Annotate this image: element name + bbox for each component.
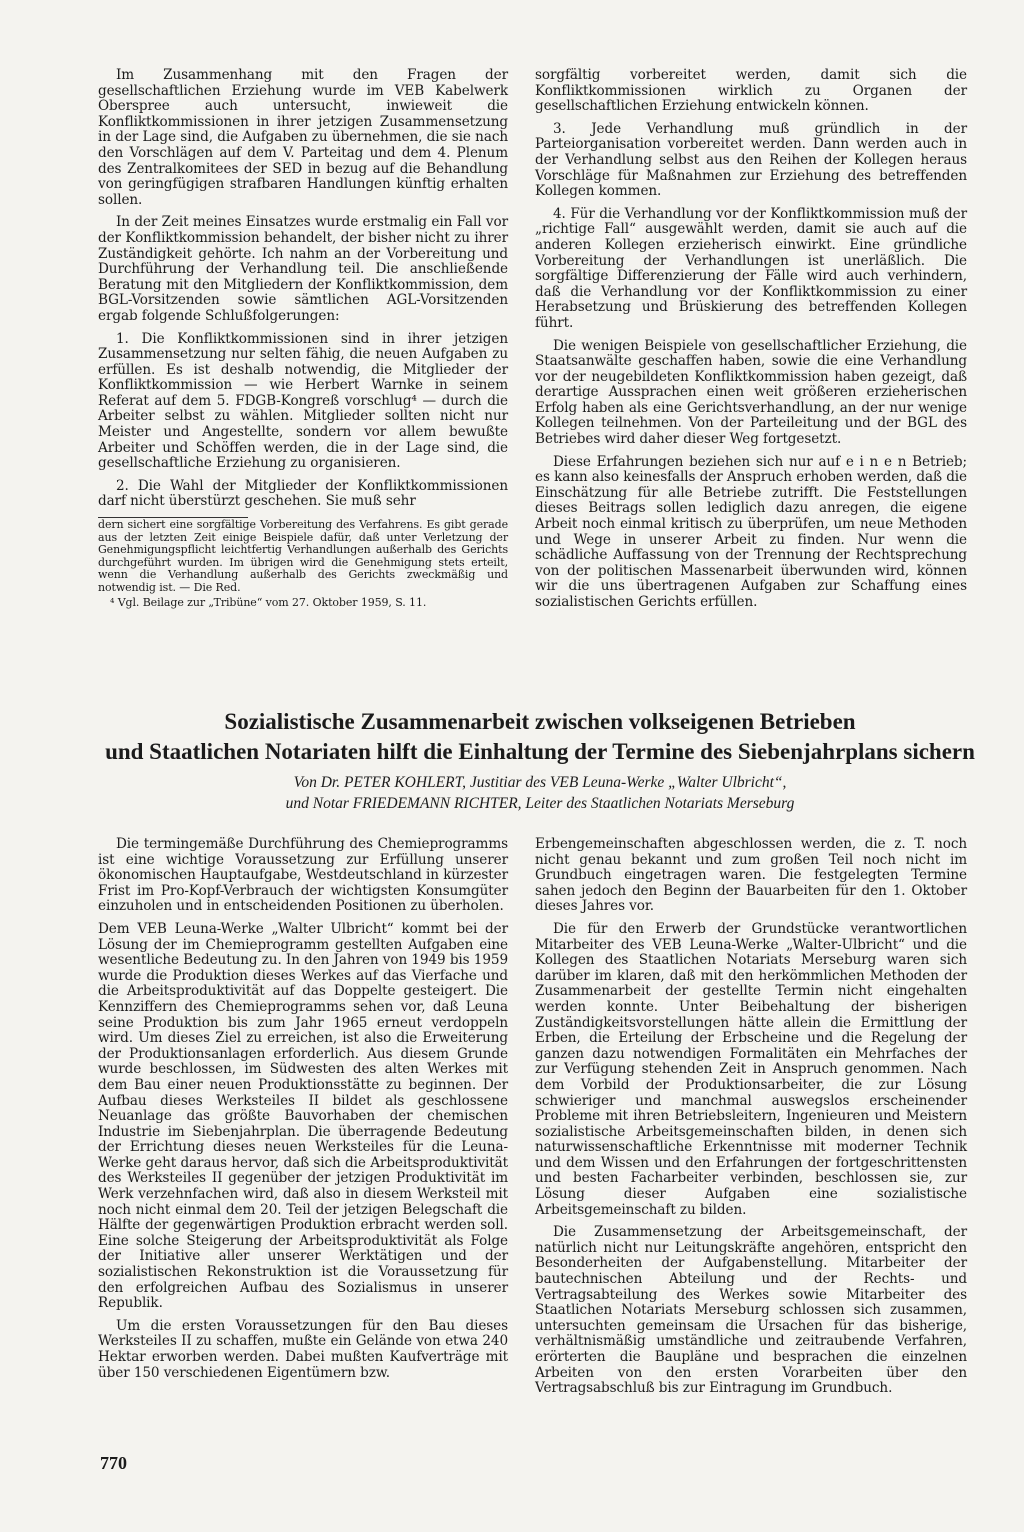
paragraph: Im Zusammenhang mit den Fragen der gesellschaftlichen Erziehung wurde im VEB Kabelwerk Oberspree auch untersucht, inwieweit die Konfliktkommissionen in ihrer jetzigen Zusammensetzung in der Lage sind, die Aufgaben zu übernehmen, die sie nach den Vorschlägen auf dem V. Parteitag und dem 4. Plenum des Zentralkomitees der SED in bezug auf die Behandlung von geringfügigen strafbaren Handlungen künftig erhalten sollen. [98,67,508,208]
byline-line-2: und Notar FRIEDEMANN RICHTER, Leiter des Staatlichen Notariats Merseburg [285,795,795,812]
paragraph: Erbengemeinschaften abgeschlossen werden, die z. T. noch nicht genau bekannt und zum großen Teil noch nicht im Grundbuch eingetragen waren. Die festgelegten Termine sahen jedoch den Beginn der Bauarbeiten für den 1. Oktober dieses Jahres vor. [535,836,967,915]
article-byline [90,772,990,814]
paragraph: Die wenigen Beispiele von gesellschaftlicher Erziehung, die Staatsanwälte geschaffen haben, sowie die eine Verhandlung vor der neugebildeten Konfliktkommission haben gezeigt, daß derartige Aussprachen einen weit größeren erzieherischen Erfolg haben als eine Gerichtsverhandlung, an der nur wenige Kollegen teilnehmen. Von der Parteileitung und der BGL des Betriebes wird daher dieser Weg fortgesetzt. [535,337,967,448]
footnote-4: ⁴ Vgl. Beilage zur „Tribüne“ vom 27. Oktober 1959, S. 11. [110,595,427,609]
headline-line-1: Sozialistische Zusammenarbeit zwischen volkseigenen Betrieben [224,709,856,734]
top-right-column [535,68,967,618]
paragraph: Die für den Erwerb der Grundstücke verantwortlichen Mitarbeiter des VEB Leuna-Werke „Walter-Ulbricht“ und die Kollegen des Staatlichen Notariats Merseburg waren sich darüber im klaren, daß mit den herkömmlichen Methoden der Zusammenarbeit der gestellte Termin nicht eingehalten werden konnte. Unter Beibehaltung der bisherigen Zuständigkeitsvorstellungen hätte allein die Ermittlung der Erben, die Erteilung der Erbscheine und die Regelung der ganzen dazu notwendigen Formalitäten ein Mehrfaches der zur Verfügung stehenden Zeit in Anspruch genommen. Nach dem Vorbild der Produktionsarbeiter, die zur Lösung schwieriger und manchmal auswegslos erscheinender Probleme mit ihren Betriebsleitern, Ingenieuren und Meistern sozialistische Arbeitsgemeinschaften bilden, in denen sich naturwissenschaftliche Erkenntnisse mit moderner Technik und dem Wissen und den Erfahrungen der fortgeschrittensten und besten Facharbeiter verbinden, beschlossen sie, zur Lösung dieser Aufgaben eine sozialistische Arbeitsgemeinschaft zu bilden. [535,920,967,1218]
paragraph: Diese Erfahrungen beziehen sich nur auf e i n e n Betrieb; es kann also keinesfalls der Anspruch erhoben werden, daß die Einschätzung für alle Betriebe zutrifft. Die Feststellungen dieses Beitrags sollen lediglich dazu anregen, die eigene Arbeit noch einmal kritisch zu überprüfen, um neue Methoden und Wege in unserer Arbeit zu finden. Nur wenn die schädliche Auffassung von der Trennung der Rechtsprechung von der politischen Massenarbeit überwunden wird, können wir die uns übertragenen Aufgaben zur Schaffung eines sozialistischen Gerichts erfüllen. [535,453,967,610]
bottom-right-column [535,837,967,1404]
bottom-left-column [98,837,508,1388]
footnote-continuation: dern sichert eine sorgfältige Vorbereitung des Verfahrens. Es gibt gerade aus der letzten Zeit einige Beispiele dafür, daß unter Verletzung der Genehmigungspflicht leichtfertig Verhandlungen außerhalb des Gerichts durchgeführt wurden. Im übrigen wird die Genehmigung stets erteilt, wenn die Verhandlung außerhalb des Gerichts zweckmäßig und notwendig ist. — Die Red. [98,518,508,594]
paragraph: 4. Für die Verhandlung vor der Konfliktkommission muß der „richtige Fall“ ausgewählt werden, damit sie auch auf die anderen Kollegen erzieherisch einwirkt. Eine gründliche Vorbereitung der Verhandlungen ist unerläßlich. Die sorgfältige Differenzierung der Fälle wird auch verhindern, daß die Verhandlung vor der Konfliktkommission zu einer Herabsetzung und Brüskierung des betreffenden Kollegen führt. [535,205,967,331]
byline-line-1: Von Dr. PETER KOHLERT, Justitiar des VEB Leuna-Werke „Walter Ulbricht“, [293,774,787,791]
paragraph: Um die ersten Voraussetzungen für den Bau dieses Werksteiles II zu schaffen, mußte ein Gelände von etwa 240 Hektar erworben werden. Dabei mußten Kaufverträge mit über 150 verschiedenen Eigentümern bzw. [98,1317,508,1381]
paragraph: Die Zusammensetzung der Arbeitsgemeinschaft, der natürlich nicht nur Leitungskräfte angehören, entspricht den Besonderheiten der Aufgabenstellung. Mitarbeiter der bautechnischen Abteilung und der Rechts- und Vertragsabteilung des Werkes sowie Mitarbeiter des Staatlichen Notariats Merseburg schlossen sich zusammen, untersuchten gemeinsam die Ursachen für das bisherige, verhältnismäßig umständliche und zeitraubende Verfahren, erörterten die Baupläne und besprachen die einzelnen Arbeiten von den ersten Vorarbeiten über den Vertragsabschluß bis zur Eintragung im Grundbuch. [535,1224,967,1397]
page-number: 770 [100,1453,127,1473]
paragraph: 1. Die Konfliktkommissionen sind in ihrer jetzigen Zusammensetzung nur selten fähig, die neuen Aufgaben zu erfüllen. Es ist deshalb notwendig, die Mitglieder der Konfliktkommission — wie Herbert Warnke in seinem Referat auf dem 5. FDGB-Kongreß vorschlug⁴ — durch die Arbeiter selbst zu wählen. Mitglieder sollten nicht nur Meister und Angestellte, sondern vor allem bewußte Arbeiter und Schöffen werden, die in der Lage sind, die gesellschaftliche Erziehung zu organisieren. [98,330,508,472]
footnotes [98,519,508,609]
paragraph: In der Zeit meines Einsatzes wurde erstmalig ein Fall vor der Konfliktkommission behandelt, der bisher nicht zu ihrer Zuständigkeit gehörte. Ich nahm an der Vorbereitung und Durchführung der Verhandlung teil. Die anschließende Beratung mit den Mitgliedern der Konfliktkommission, dem BGL-Vorsitzenden sowie sämtlichen AGL-Vorsitzenden ergab folgende Schlußfolgerungen: [98,214,508,324]
paragraph: 2. Die Wahl der Mitglieder der Konfliktkommissionen darf nicht überstürzt geschehen. Sie muß sehr [98,477,508,510]
top-left-column [98,68,508,609]
headline-line-2: und Staatlichen Notariaten hilft die Einhaltung der Termine des Siebenjahrplans sichern [105,739,975,764]
paragraph: 3. Jede Verhandlung muß gründlich in der Parteiorganisation vorbereitet werden. Dann werden auch in der Verhandlung selbst aus den Reihen der Kollegen heraus Vorschläge für Maßnahmen zur Erziehung des betreffenden Kollegen kommen. [535,120,967,200]
paragraph: Dem VEB Leuna-Werke „Walter Ulbricht“ kommt bei der Lösung der im Chemieprogramm gestellten Aufgaben eine wesentliche Bedeutung zu. In den Jahren von 1949 bis 1959 wurde die Produktion dieses Werkes auf das Vierfache und die Arbeitsproduktivität auf das Doppelte gesteigert. Die Kennziffern des Chemieprogramms sehen vor, daß Leuna seine Produktion bis zum Jahr 1965 erneut verdoppeln wird. Um dieses Ziel zu erreichen, ist also die Erweiterung der Produktionsanlagen erforderlich. Aus diesem Grunde wurde beschlossen, im Südwesten des alten Werkes mit dem Bau einer neuen Produktionsstätte zu beginnen. Der Aufbau dieses Werksteiles II bildet als geschlossene Neuanlage das größte Bauvorhaben der chemischen Industrie im Siebenjahrplan. Die überragende Bedeutung der Errichtung dieses neuen Werksteiles für die Leuna-Werke geht daraus hervor, daß sich die Arbeitsproduktivität des Werksteiles II gegenüber der jetzigen Produktivität im Werk verzehnfachen wird, daß also in diesem Werksteil mit noch nicht einmal dem 20. Teil der jetzigen Belegschaft die Hälfte der gegenwärtigen Produktion erbracht werden soll. Eine solche Steigerung der Arbeitsproduktivität als Folge der Initiative aller unserer Werktätigen und der sozialistischen Rekonstruktion ist die Voraussetzung für den erfolgreichen Aufbau des Sozialismus in unserer Republik. [98,920,508,1312]
paragraph: Die termingemäße Durchführung des Chemieprogramms ist eine wichtige Voraussetzung zur Erfüllung unserer ökonomischen Hauptaufgabe, Westdeutschland in kürzester Frist im Pro-Kopf-Verbrauch der wichtigsten Konsumgüter einzuholen und in entscheidenden Positionen zu überholen. [98,836,508,915]
article-headline [90,707,990,767]
paragraph: sorgfältig vorbereitet werden, damit sich die Konfliktkommissionen wirklich zu Organen der gesellschaftlichen Erziehung entwickeln können. [535,67,967,115]
